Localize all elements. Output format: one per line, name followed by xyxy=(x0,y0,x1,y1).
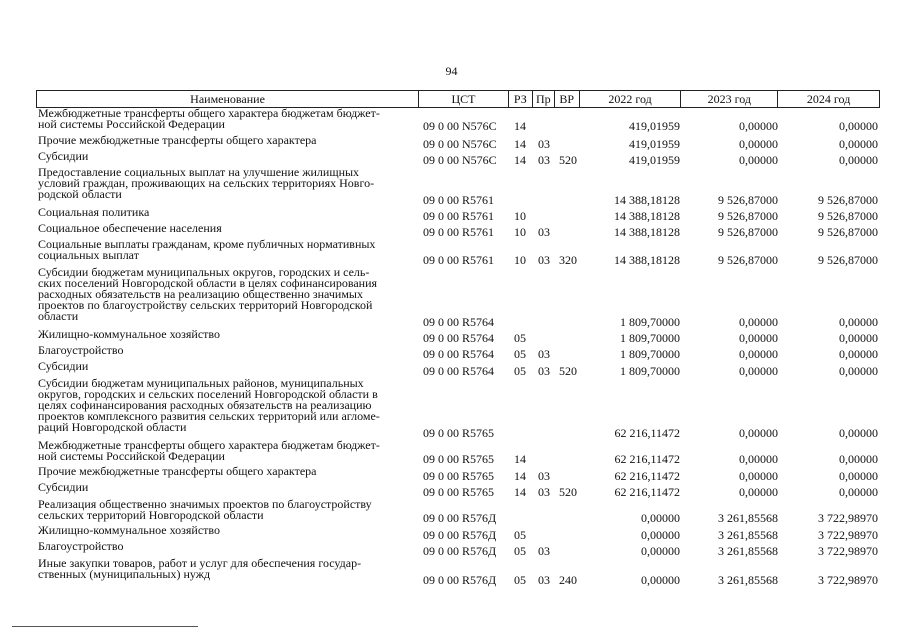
row-2022: 62 216,11472 xyxy=(614,469,680,483)
row-pr: 03 xyxy=(538,544,550,558)
row-rz: 10 xyxy=(514,209,526,223)
row-rz: 10 xyxy=(514,225,526,239)
row-2022: 0,00000 xyxy=(641,573,680,587)
row-name: Прочие межбюджетные трансферты общего характера xyxy=(38,133,317,147)
row-2023: 3 261,85568 xyxy=(718,528,778,542)
table-row xyxy=(36,223,880,238)
row-2022: 1 809,70000 xyxy=(620,331,680,345)
row-name: Жилищно-коммунальное хозяйство xyxy=(38,523,221,537)
row-2023: 0,00000 xyxy=(739,331,778,345)
table-row xyxy=(36,167,880,206)
row-rz: 14 xyxy=(514,137,526,151)
row-pr: 03 xyxy=(538,485,550,499)
row-vr: 240 xyxy=(559,573,577,587)
row-2022: 419,01959 xyxy=(629,153,680,167)
row-2023: 9 526,87000 xyxy=(718,209,778,223)
table-row xyxy=(36,482,880,498)
row-rz: 05 xyxy=(514,364,526,378)
row-rz: 14 xyxy=(514,119,526,133)
row-2022: 14 388,18128 xyxy=(614,225,680,239)
row-2022: 419,01959 xyxy=(629,119,680,133)
row-name: Жилищно-коммунальное хозяйство xyxy=(38,327,221,341)
row-rz: 05 xyxy=(514,347,526,361)
row-2023: 0,00000 xyxy=(739,347,778,361)
row-name: Субсидии бюджетам муниципальных районов, муниципальных округов, городских и сельских поселений Новгородской области в целях софинансирования расходных обязательств на реализацию проектов комплексного развития сельских территорий или агломе- раций Новгородской области xyxy=(38,376,380,434)
row-rz: 14 xyxy=(514,485,526,499)
row-name: Иные закупки товаров, работ и услуг для обеспечения государ- ственных (муниципальных) нужд xyxy=(38,556,362,581)
table-row xyxy=(36,378,880,439)
row-rz: 14 xyxy=(514,469,526,483)
row-name: Прочие межбюджетные трансферты общего характера xyxy=(38,464,317,478)
row-rz: 14 xyxy=(514,452,526,466)
row-rz: 14 xyxy=(514,153,526,167)
table-row xyxy=(36,329,880,344)
row-2024: 0,00000 xyxy=(839,469,878,483)
row-cst: 09 0 00 R5765 xyxy=(423,452,495,466)
row-pr: 03 xyxy=(538,469,550,483)
row-name: Предоставление социальных выплат на улучшение жилищных условий граждан, проживающих на сельских территориях Новго- родской области xyxy=(38,165,375,201)
row-pr: 03 xyxy=(538,225,550,239)
row-pr: 03 xyxy=(538,364,550,378)
table-row xyxy=(36,267,880,328)
row-cst: 09 0 00 R5761 xyxy=(423,225,495,239)
row-2024: 3 722,98970 xyxy=(818,573,878,587)
row-rz: 05 xyxy=(514,331,526,345)
row-cst: 09 0 00 N576C xyxy=(423,137,497,151)
row-2023: 0,00000 xyxy=(739,485,778,499)
row-2022: 0,00000 xyxy=(641,528,680,542)
row-name: Благоустройство xyxy=(38,343,124,357)
row-name: Социальные выплаты гражданам, кроме публичных нормативных социальных выплат xyxy=(38,237,376,262)
row-name: Реализация общественно значимых проектов по благоустройству сельских территорий Новгородской области xyxy=(38,497,372,522)
row-2022: 14 388,18128 xyxy=(614,209,680,223)
row-name: Субсидии xyxy=(38,480,89,494)
header-2023: 2023 год xyxy=(681,91,778,107)
row-2022: 1 809,70000 xyxy=(620,364,680,378)
row-2022: 0,00000 xyxy=(641,544,680,558)
row-rz: 05 xyxy=(514,528,526,542)
row-2023: 0,00000 xyxy=(739,315,778,329)
row-pr: 03 xyxy=(538,137,550,151)
row-cst: 09 0 00 R5764 xyxy=(423,331,495,345)
row-2023: 0,00000 xyxy=(739,469,778,483)
row-2024: 0,00000 xyxy=(839,364,878,378)
header-name: Наименование xyxy=(37,91,419,107)
table-row xyxy=(36,440,880,465)
row-name: Благоустройство xyxy=(38,539,124,553)
row-name: Межбюджетные трансферты общего характера бюджетам бюджет- ной системы Российской Федерации xyxy=(38,438,380,463)
page-number: 94 xyxy=(445,64,458,78)
row-2024: 3 722,98970 xyxy=(818,511,878,525)
table-row xyxy=(36,239,880,266)
row-2024: 0,00000 xyxy=(839,137,878,151)
row-name: Социальная политика xyxy=(38,205,150,219)
row-cst: 09 0 00 R5764 xyxy=(423,364,495,378)
row-2022: 1 809,70000 xyxy=(620,347,680,361)
row-2022: 14 388,18128 xyxy=(614,193,680,207)
row-pr: 03 xyxy=(538,153,550,167)
table-row xyxy=(36,558,880,586)
row-vr: 520 xyxy=(559,153,577,167)
row-cst: 09 0 00 R576Д xyxy=(423,544,497,558)
table-row xyxy=(36,135,880,150)
header-rz: РЗ xyxy=(509,91,533,107)
table-row xyxy=(36,525,880,541)
row-2022: 62 216,11472 xyxy=(614,426,680,440)
row-2022: 1 809,70000 xyxy=(620,315,680,329)
row-2024: 0,00000 xyxy=(839,426,878,440)
row-name: Субсидии бюджетам муниципальных округов, городских и сель- ских поселений Новгородской области в целях софинансирования расходных обязательств на реализацию общественно значимых проектов по благоустройству сельских территорий Новгородской области xyxy=(38,265,378,323)
row-2023: 9 526,87000 xyxy=(718,193,778,207)
row-rz: 05 xyxy=(514,544,526,558)
row-2024: 0,00000 xyxy=(839,331,878,345)
row-2023: 3 261,85568 xyxy=(718,511,778,525)
table-row xyxy=(36,361,880,377)
row-cst: 09 0 00 R576Д xyxy=(423,511,497,525)
row-2023: 3 261,85568 xyxy=(718,573,778,587)
table-row xyxy=(36,151,880,166)
row-2023: 9 526,87000 xyxy=(718,253,778,267)
table-row xyxy=(36,541,880,557)
row-2024: 0,00000 xyxy=(839,485,878,499)
row-cst: 09 0 00 R5765 xyxy=(423,485,495,499)
row-2022: 0,00000 xyxy=(641,511,680,525)
row-name: Субсидии xyxy=(38,359,89,373)
row-2023: 0,00000 xyxy=(739,153,778,167)
row-2023: 0,00000 xyxy=(739,452,778,466)
header-2024: 2024 год xyxy=(806,92,851,106)
row-2024: 0,00000 xyxy=(839,119,878,133)
row-2024: 9 526,87000 xyxy=(818,253,878,267)
row-2022: 62 216,11472 xyxy=(614,485,680,499)
table-row xyxy=(36,466,880,482)
row-2023: 0,00000 xyxy=(739,119,778,133)
row-vr: 520 xyxy=(559,485,577,499)
row-cst: 09 0 00 R5764 xyxy=(423,315,495,329)
row-2024: 3 722,98970 xyxy=(818,544,878,558)
row-name: Социальное обеспечение населения xyxy=(38,221,222,235)
row-rz: 05 xyxy=(514,573,526,587)
row-2024: 0,00000 xyxy=(839,315,878,329)
row-cst: 09 0 00 R5761 xyxy=(423,193,495,207)
row-cst: 09 0 00 N576C xyxy=(423,119,497,133)
header-cst: ЦСТ xyxy=(419,91,509,107)
row-2022: 14 388,18128 xyxy=(614,253,680,267)
row-pr: 03 xyxy=(538,253,550,267)
header-2022: 2022 год xyxy=(580,91,682,107)
row-2024: 3 722,98970 xyxy=(818,528,878,542)
row-cst: 09 0 00 R5765 xyxy=(423,426,495,440)
row-2023: 9 526,87000 xyxy=(718,225,778,239)
row-2024: 0,00000 xyxy=(839,452,878,466)
row-2022: 419,01959 xyxy=(629,137,680,151)
row-2024: 0,00000 xyxy=(839,153,878,167)
row-name: Субсидии xyxy=(38,149,89,163)
row-cst: 09 0 00 R576Д xyxy=(423,528,497,542)
row-pr: 03 xyxy=(538,347,550,361)
row-rz: 10 xyxy=(514,253,526,267)
row-cst: 09 0 00 R576Д xyxy=(423,573,497,587)
row-2022: 62 216,11472 xyxy=(614,452,680,466)
row-pr: 03 xyxy=(538,573,550,587)
row-vr: 520 xyxy=(559,364,577,378)
row-2023: 0,00000 xyxy=(739,137,778,151)
row-2024: 9 526,87000 xyxy=(818,193,878,207)
row-cst: 09 0 00 N576C xyxy=(423,153,497,167)
footnote-divider xyxy=(12,626,198,627)
row-name: Межбюджетные трансферты общего характера бюджетам бюджет- ной системы Российской Федерации xyxy=(38,106,380,131)
table-row xyxy=(36,108,880,132)
table-row xyxy=(36,207,880,222)
header-pr: Пр xyxy=(533,91,555,107)
table-row xyxy=(36,499,880,524)
row-2024: 9 526,87000 xyxy=(818,209,878,223)
header-vr: ВР xyxy=(555,91,580,107)
table-row xyxy=(36,345,880,360)
row-2023: 3 261,85568 xyxy=(718,544,778,558)
row-2023: 0,00000 xyxy=(739,426,778,440)
row-cst: 09 0 00 R5761 xyxy=(423,209,495,223)
row-2023: 0,00000 xyxy=(739,364,778,378)
row-cst: 09 0 00 R5764 xyxy=(423,347,495,361)
row-cst: 09 0 00 R5765 xyxy=(423,469,495,483)
row-2024: 0,00000 xyxy=(839,347,878,361)
row-cst: 09 0 00 R5761 xyxy=(423,253,495,267)
row-vr: 320 xyxy=(559,253,577,267)
row-2024: 9 526,87000 xyxy=(818,225,878,239)
